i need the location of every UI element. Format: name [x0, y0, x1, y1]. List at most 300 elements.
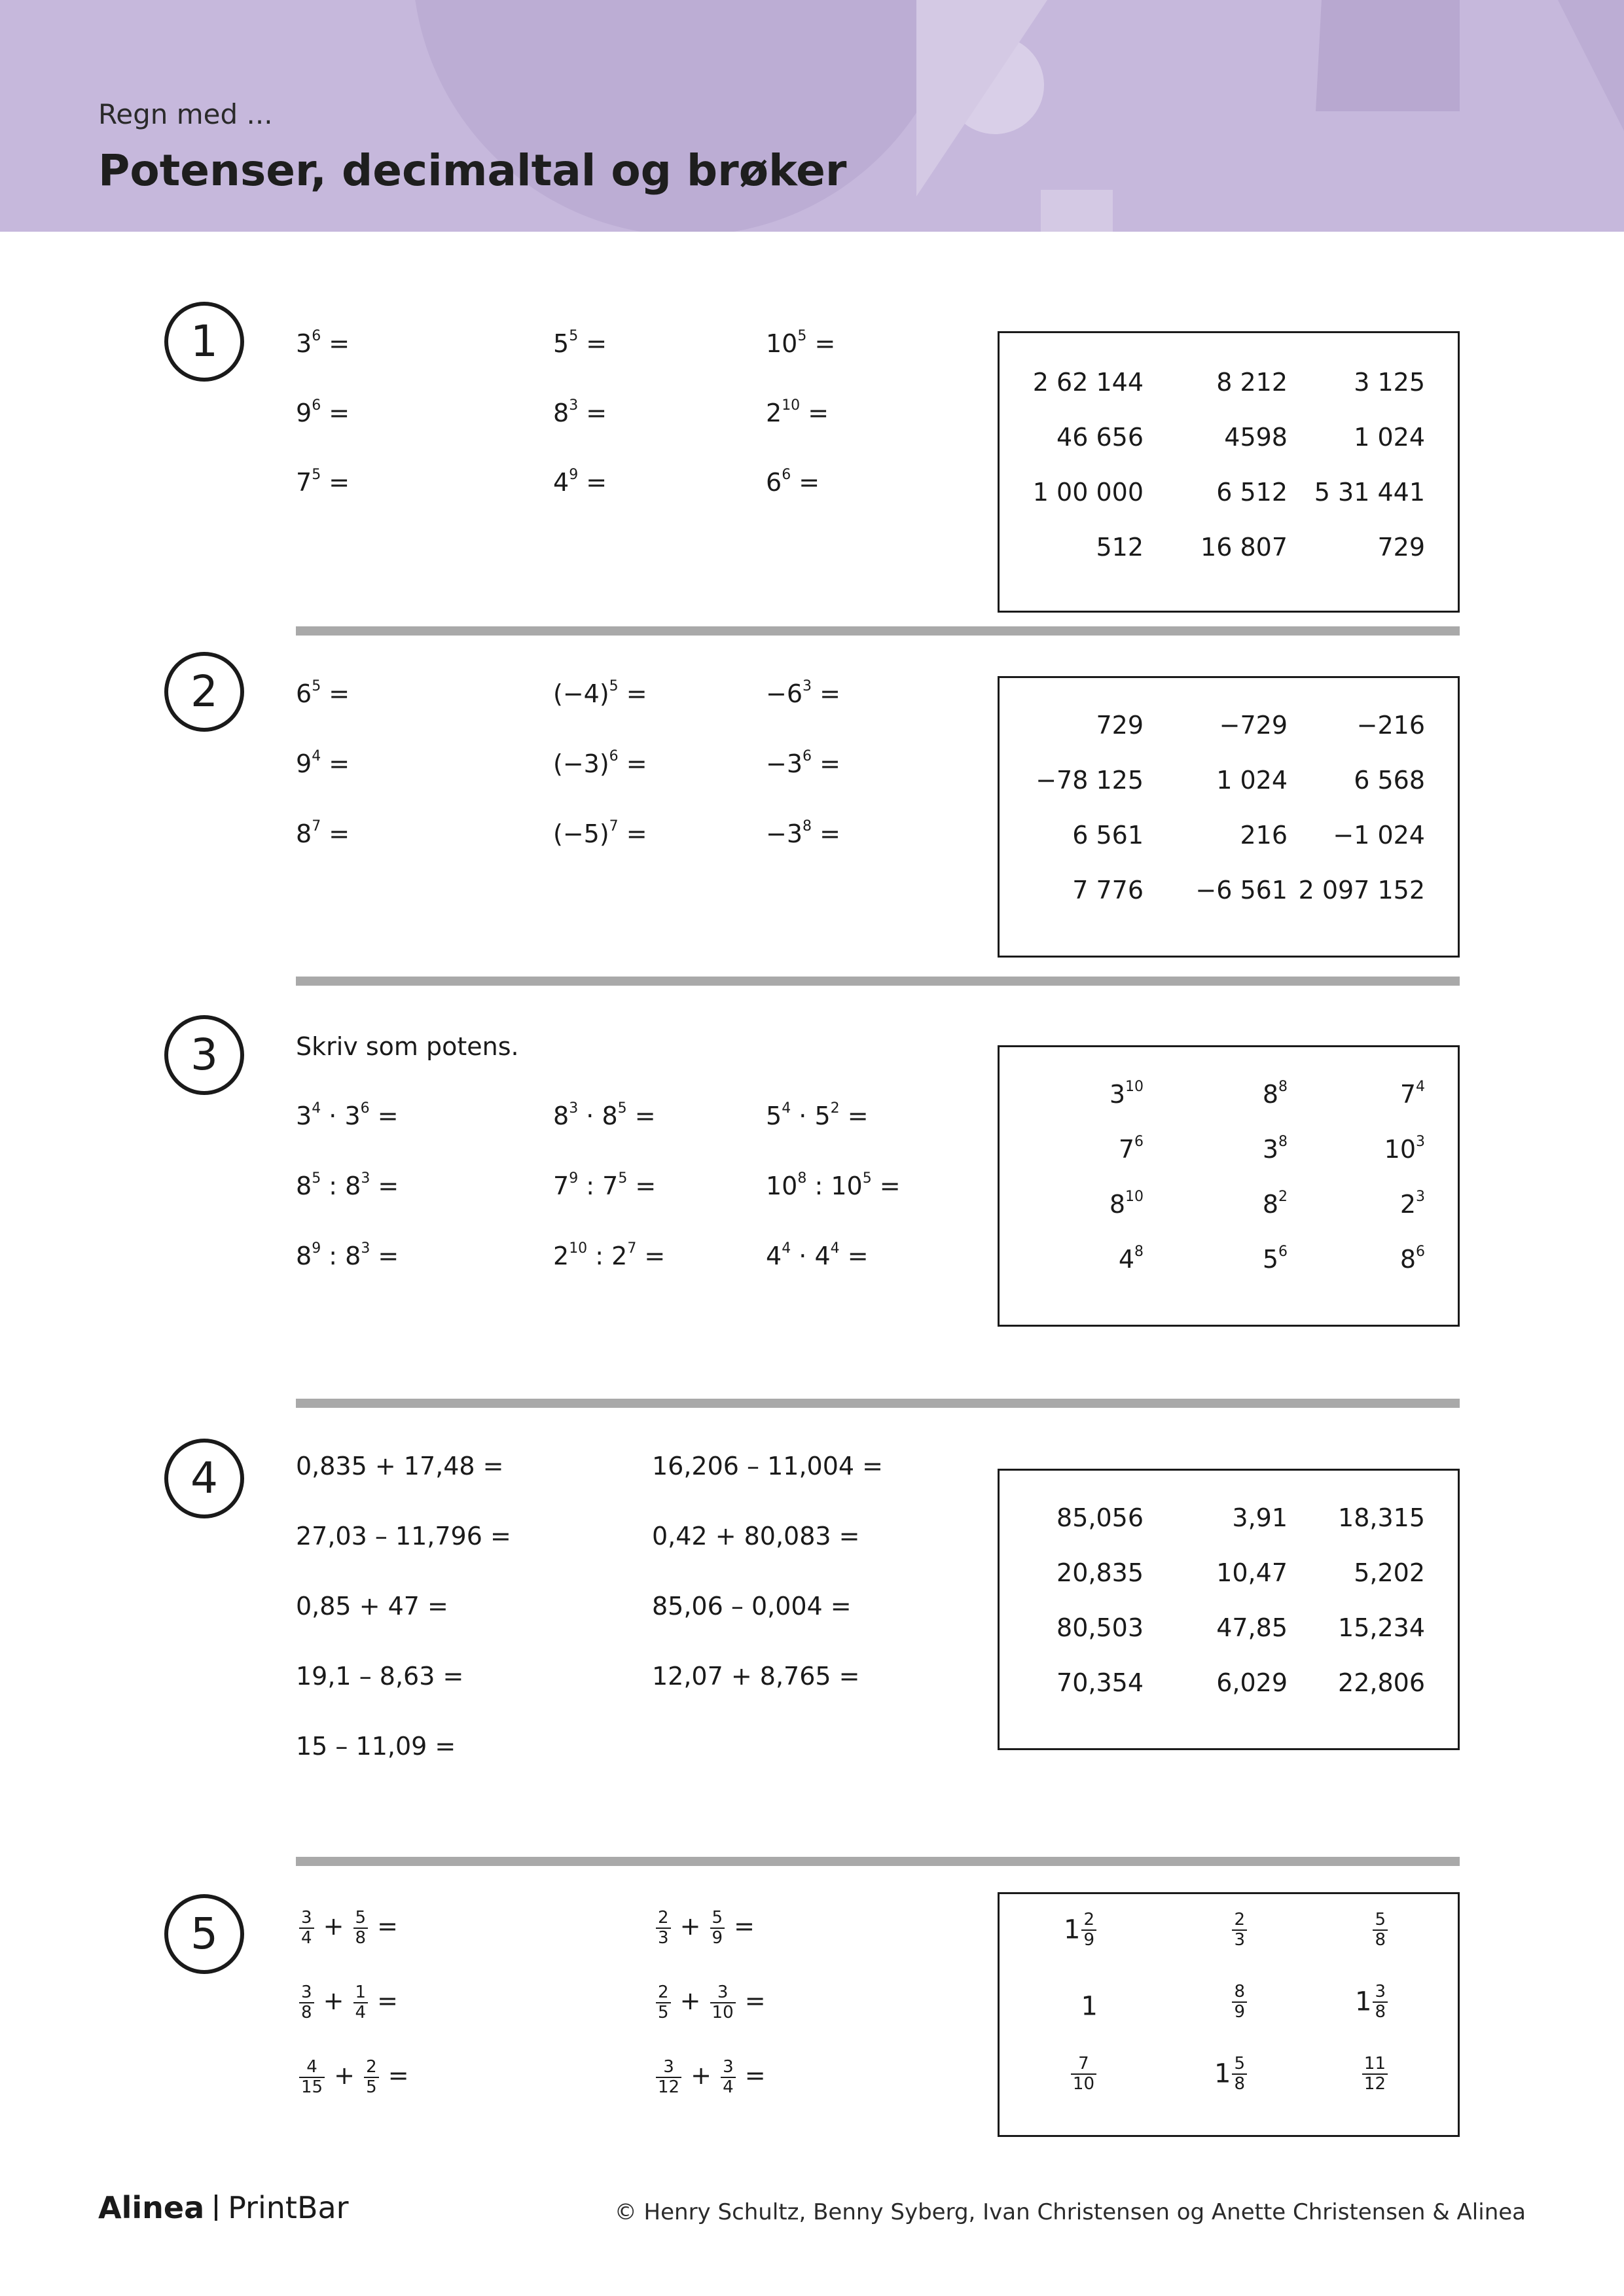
- equals: =: [321, 749, 350, 778]
- exponent: 3: [361, 1240, 370, 1257]
- equals: =: [812, 679, 840, 708]
- exponent: 6: [609, 748, 619, 765]
- problem-expression: [766, 329, 835, 358]
- exponent: 10: [569, 1240, 588, 1257]
- equals: =: [369, 1986, 399, 2016]
- numerator: 2: [656, 1983, 671, 2003]
- base: (−5): [553, 819, 609, 848]
- numerator: 5: [353, 1909, 369, 1929]
- equals: =: [736, 1986, 766, 2016]
- base: 9: [296, 749, 312, 778]
- base: 2: [553, 1242, 569, 1270]
- base: 8: [345, 1172, 361, 1200]
- fraction: [299, 1909, 314, 1947]
- exponent: 2: [1278, 1189, 1288, 1206]
- whole-number: 1: [1064, 1914, 1081, 1945]
- denominator: 5: [366, 2077, 377, 2097]
- problem-expression: 0,835 + 17,48 =: [296, 1452, 504, 1480]
- problem-expression: [553, 1242, 665, 1270]
- problem-expression: [553, 819, 647, 848]
- exponent: 10: [1125, 1189, 1144, 1206]
- numerator: 8: [1232, 1982, 1247, 2003]
- base: 5: [553, 329, 569, 358]
- denominator: 8: [1375, 2001, 1386, 2022]
- exponent: 8: [1278, 1134, 1288, 1151]
- problem-expression: 15 – 11,09 =: [296, 1732, 456, 1761]
- exponent: 10: [1125, 1079, 1144, 1096]
- answer-value: −6 561: [1195, 876, 1288, 905]
- fraction: [299, 1983, 314, 2022]
- exponent: 5: [617, 1100, 627, 1117]
- exponent: 8: [803, 818, 812, 835]
- answer-value: [1400, 1190, 1425, 1219]
- fraction: [1232, 1982, 1247, 2021]
- equals: =: [839, 1242, 869, 1270]
- answer-value: [1384, 1135, 1425, 1164]
- brand-name: Alinea: [98, 2190, 205, 2225]
- equals: =: [578, 329, 607, 358]
- exponent: 4: [312, 1100, 321, 1117]
- exponent: 8: [1134, 1244, 1144, 1261]
- answer-value: 7 776: [1072, 876, 1144, 905]
- answer-value: [1400, 1245, 1425, 1274]
- equals: =: [839, 1102, 869, 1130]
- answer-value: [1081, 1990, 1098, 2022]
- denominator: 15: [301, 2077, 323, 2097]
- numerator: 3: [299, 1909, 314, 1929]
- answer-value: [1400, 1080, 1425, 1109]
- base: (−4): [553, 679, 609, 708]
- base: 3: [344, 1102, 361, 1130]
- answer-value: 4598: [1224, 423, 1288, 452]
- fraction: [656, 2058, 681, 2096]
- plus-sign: +: [326, 2061, 363, 2090]
- answer-value: 3,91: [1232, 1503, 1288, 1532]
- equals: =: [636, 1242, 666, 1270]
- fraction: [1232, 1910, 1247, 1949]
- exponent: 4: [830, 1240, 840, 1257]
- equals: =: [380, 2061, 409, 2090]
- answer-value: 1 024: [1216, 766, 1288, 795]
- operator: ·: [321, 1102, 345, 1130]
- exponent: 9: [312, 1240, 321, 1257]
- answer-value: 10,47: [1216, 1558, 1288, 1587]
- exponent: 9: [569, 467, 579, 484]
- fraction: [656, 1983, 671, 2022]
- logo-divider: [215, 2195, 217, 2221]
- answer-value: [1263, 1135, 1288, 1164]
- exponent: 6: [360, 1100, 370, 1117]
- base: 7: [1118, 1135, 1134, 1164]
- plus-sign: +: [683, 2061, 720, 2090]
- exponent: 4: [782, 1240, 791, 1257]
- problem-expression: 0,85 + 47 =: [296, 1592, 448, 1621]
- exponent: 8: [797, 1170, 807, 1187]
- answer-value: [1119, 1135, 1144, 1164]
- exponent: 3: [1416, 1189, 1425, 1206]
- exponent: 5: [312, 678, 321, 695]
- exponent: 3: [361, 1170, 370, 1187]
- header-banner: [0, 0, 1624, 232]
- equals: =: [321, 329, 350, 358]
- fraction: [710, 1983, 736, 2022]
- equals: =: [726, 1912, 755, 1941]
- equals: =: [736, 2061, 766, 2090]
- page-title: Potenser, decimaltal og brøker: [98, 145, 847, 196]
- operator: :: [321, 1172, 346, 1200]
- numerator: 3: [1373, 1982, 1388, 2003]
- exponent: 3: [569, 1100, 579, 1117]
- denominator: 8: [301, 2002, 312, 2022]
- base: 8: [602, 1102, 618, 1130]
- exponent: 6: [1278, 1244, 1288, 1261]
- fraction: [353, 1983, 369, 2022]
- problem-expression: [296, 1242, 399, 1270]
- answer-value: [1110, 1190, 1144, 1219]
- copyright: © Henry Schultz, Benny Syberg, Ivan Christensen og Anette Christensen & Alinea: [614, 2199, 1526, 2225]
- equals: =: [578, 399, 607, 427]
- section-number-2: 2: [164, 652, 244, 732]
- exponent: 6: [1134, 1134, 1144, 1151]
- base: 8: [296, 1242, 312, 1270]
- problem-expression: [553, 1172, 656, 1200]
- problem-expression: [296, 329, 350, 358]
- equals: =: [578, 468, 607, 497]
- problem-expression: [298, 2058, 409, 2096]
- answer-value: 47,85: [1216, 1613, 1288, 1642]
- numerator: 2: [364, 2058, 379, 2078]
- answer-box-2: [998, 676, 1460, 958]
- answer-value: 5 31 441: [1314, 478, 1425, 507]
- denominator: 9: [712, 1928, 723, 1948]
- base: 8: [296, 819, 312, 848]
- base: 7: [553, 1172, 569, 1200]
- exponent: 7: [312, 818, 321, 835]
- base: 5: [814, 1102, 831, 1130]
- problem-expression: [296, 1172, 399, 1200]
- base: −3: [766, 749, 803, 778]
- answer-value: [1231, 1910, 1248, 1949]
- base: 9: [296, 399, 312, 427]
- problem-expression: [766, 399, 829, 427]
- operator: ·: [791, 1242, 815, 1270]
- answer-value: [1263, 1245, 1288, 1274]
- separator: [296, 626, 1460, 636]
- equals: =: [618, 819, 647, 848]
- denominator: 9: [1234, 2001, 1245, 2022]
- problem-expression: [655, 1909, 755, 1947]
- section-number-3: 3: [164, 1015, 244, 1095]
- answer-box-4: [998, 1469, 1460, 1750]
- instruction-text: Skriv som potens.: [296, 1032, 519, 1061]
- answer-value: 5,202: [1354, 1558, 1425, 1587]
- equals: =: [321, 468, 350, 497]
- operator: ·: [791, 1102, 815, 1130]
- numerator: 11: [1362, 2054, 1388, 2075]
- answer-box-3: [998, 1045, 1460, 1327]
- numerator: 3: [710, 1983, 736, 2003]
- base: 6: [296, 679, 312, 708]
- whole-number: 1: [1214, 2058, 1231, 2089]
- answer-value: −1 024: [1333, 821, 1425, 850]
- exponent: 2: [830, 1100, 840, 1117]
- denominator: 9: [1083, 1929, 1094, 1950]
- answer-value: −729: [1219, 711, 1288, 740]
- problem-expression: [766, 468, 820, 497]
- equals: =: [618, 679, 647, 708]
- equals: =: [369, 1102, 399, 1130]
- answer-value: 85,056: [1056, 1503, 1144, 1532]
- plus-sign: +: [315, 1986, 352, 2016]
- base: 4: [1118, 1245, 1134, 1274]
- base: −6: [766, 679, 803, 708]
- base: 7: [602, 1172, 619, 1200]
- numerator: 5: [1373, 1910, 1388, 1931]
- page-subtitle: Regn med ...: [98, 98, 273, 130]
- answer-value: [1371, 1910, 1389, 1949]
- base: 8: [553, 1102, 569, 1130]
- numerator: 3: [721, 2058, 736, 2078]
- equals: =: [321, 819, 350, 848]
- exponent: 8: [1278, 1079, 1288, 1096]
- numerator: 5: [710, 1909, 725, 1929]
- exponent: 3: [1416, 1134, 1425, 1151]
- answer-value: 18,315: [1338, 1503, 1425, 1532]
- base: 8: [345, 1242, 361, 1270]
- fraction: [656, 1909, 671, 1947]
- problem-expression: [766, 679, 840, 708]
- answer-value: [1070, 2054, 1098, 2093]
- denominator: 8: [1375, 1929, 1386, 1950]
- denominator: 12: [1363, 2073, 1386, 2094]
- numerator: 2: [1232, 1910, 1247, 1931]
- operator: :: [578, 1172, 603, 1200]
- base: 10: [766, 1172, 798, 1200]
- exponent: 7: [627, 1240, 637, 1257]
- exponent: 5: [618, 1170, 628, 1187]
- equals: =: [369, 1912, 399, 1941]
- base: 10: [1384, 1135, 1416, 1164]
- problem-expression: [553, 1102, 656, 1130]
- equals: =: [321, 399, 350, 427]
- fraction: [710, 1909, 725, 1947]
- problem-expression: [766, 1102, 869, 1130]
- numerator: 5: [1232, 2054, 1247, 2075]
- problem-expression: [296, 819, 350, 848]
- equals: =: [800, 399, 829, 427]
- problem-expression: 85,06 – 0,004 =: [652, 1592, 852, 1621]
- answer-value: 6 561: [1072, 821, 1144, 850]
- answer-value: [1064, 1910, 1098, 1949]
- exponent: 6: [312, 397, 321, 414]
- exponent: 7: [609, 818, 619, 835]
- base: 4: [766, 1242, 782, 1270]
- base: 5: [1262, 1245, 1278, 1274]
- problem-expression: [553, 399, 607, 427]
- exponent: 5: [569, 328, 579, 345]
- base: 8: [553, 399, 569, 427]
- denominator: 5: [658, 2002, 669, 2022]
- exponent: 4: [782, 1100, 791, 1117]
- equals: =: [370, 1172, 399, 1200]
- operator: :: [321, 1242, 346, 1270]
- answer-box-5: [998, 1892, 1460, 2137]
- problem-expression: 16,206 – 11,004 =: [652, 1452, 884, 1480]
- base: 8: [1262, 1080, 1278, 1109]
- separator: [296, 1399, 1460, 1408]
- problem-expression: [298, 1909, 398, 1947]
- fraction: [1081, 1910, 1096, 1949]
- base: 2: [1399, 1190, 1416, 1219]
- equals: =: [627, 1172, 657, 1200]
- base: 3: [296, 1102, 312, 1130]
- base: 8: [1399, 1245, 1416, 1274]
- separator: [296, 1857, 1460, 1866]
- exponent: 6: [803, 748, 812, 765]
- base: 4: [814, 1242, 831, 1270]
- equals: =: [812, 749, 840, 778]
- numerator: 3: [656, 2058, 681, 2078]
- fraction: [1232, 2054, 1247, 2093]
- exponent: 5: [609, 678, 619, 695]
- answer-value: 22,806: [1338, 1668, 1425, 1697]
- numerator: 4: [299, 2058, 325, 2078]
- problem-expression: [553, 749, 647, 778]
- fraction: [1362, 2054, 1388, 2093]
- denominator: 8: [1234, 2073, 1245, 2094]
- denominator: 10: [712, 2002, 734, 2022]
- answer-value: 1 024: [1354, 423, 1425, 452]
- answer-value: 729: [1096, 711, 1144, 740]
- answer-value: 512: [1096, 533, 1144, 562]
- fraction: [364, 2058, 379, 2096]
- answer-value: 216: [1240, 821, 1288, 850]
- problem-expression: [553, 329, 607, 358]
- problem-expression: [553, 468, 607, 497]
- numerator: 2: [656, 1909, 671, 1929]
- base: 8: [1262, 1190, 1278, 1219]
- base: 2: [611, 1242, 628, 1270]
- exponent: 5: [862, 1170, 872, 1187]
- equals: =: [871, 1172, 901, 1200]
- base: 4: [553, 468, 569, 497]
- base: 3: [1262, 1135, 1278, 1164]
- equals: =: [618, 749, 647, 778]
- exponent: 10: [782, 397, 801, 414]
- denominator: 10: [1072, 2073, 1094, 2094]
- denominator: 12: [658, 2077, 680, 2097]
- exponent: 5: [797, 328, 807, 345]
- exponent: 5: [312, 467, 321, 484]
- denominator: 3: [1234, 1929, 1245, 1950]
- answer-value: 8 212: [1216, 368, 1288, 397]
- answer-value: 15,234: [1338, 1613, 1425, 1642]
- answer-value: [1231, 1982, 1248, 2021]
- base: 8: [296, 1172, 312, 1200]
- problem-expression: [296, 468, 350, 497]
- problem-expression: 0,42 + 80,083 =: [652, 1522, 860, 1551]
- numerator: 2: [1081, 1910, 1096, 1931]
- answer-value: −216: [1356, 711, 1425, 740]
- answer-value: [1355, 1982, 1389, 2021]
- answer-value: 20,835: [1056, 1558, 1144, 1587]
- problem-expression: [296, 749, 350, 778]
- answer-value: [1263, 1080, 1288, 1109]
- answer-value: [1361, 2054, 1389, 2093]
- answer-value: 80,503: [1056, 1613, 1144, 1642]
- base: 6: [766, 468, 782, 497]
- operator: :: [587, 1242, 612, 1270]
- exponent: 9: [569, 1170, 579, 1187]
- equals: =: [812, 819, 840, 848]
- answer-value: [1119, 1245, 1144, 1274]
- answer-value: 6 568: [1354, 766, 1425, 795]
- answer-value: 6,029: [1216, 1668, 1288, 1697]
- problem-expression: [655, 2058, 766, 2096]
- fraction: [353, 1909, 369, 1947]
- problem-expression: [766, 1172, 901, 1200]
- exponent: 6: [1416, 1244, 1425, 1261]
- denominator: 3: [658, 1928, 669, 1948]
- numerator: 7: [1071, 2054, 1096, 2075]
- base: −3: [766, 819, 803, 848]
- problem-expression: [296, 1102, 399, 1130]
- problem-expression: [655, 1983, 766, 2022]
- plus-sign: +: [672, 1912, 709, 1941]
- problem-expression: [766, 1242, 869, 1270]
- answer-value: 729: [1377, 533, 1425, 562]
- problem-expression: [296, 399, 350, 427]
- product-name: PrintBar: [228, 2190, 349, 2225]
- problem-expression: [766, 749, 840, 778]
- answer-value: [1263, 1190, 1288, 1219]
- problem-expression: [296, 679, 350, 708]
- operator: :: [806, 1172, 831, 1200]
- separator: [296, 977, 1460, 986]
- section-number-1: 1: [164, 302, 244, 382]
- exponent: 3: [569, 397, 579, 414]
- exponent: 4: [312, 748, 321, 765]
- base: 10: [766, 329, 798, 358]
- exponent: 4: [1416, 1079, 1425, 1096]
- equals: =: [370, 1242, 399, 1270]
- equals: =: [321, 679, 350, 708]
- base: (−3): [553, 749, 609, 778]
- fraction: [1373, 1982, 1388, 2021]
- whole-number: 1: [1081, 1991, 1098, 2022]
- footer-logo: [98, 2190, 349, 2225]
- answer-value: 16 807: [1200, 533, 1288, 562]
- answer-value: 46 656: [1056, 423, 1144, 452]
- numerator: 3: [299, 1983, 314, 2003]
- answer-value: 6 512: [1216, 478, 1288, 507]
- problem-expression: [766, 819, 840, 848]
- answer-value: −78 125: [1036, 766, 1144, 795]
- problem-expression: 27,03 – 11,796 =: [296, 1522, 511, 1551]
- answer-value: [1214, 2054, 1248, 2093]
- equals: =: [806, 329, 836, 358]
- base: 2: [766, 399, 782, 427]
- problem-expression: 19,1 – 8,63 =: [296, 1662, 464, 1691]
- answer-value: 2 62 144: [1032, 368, 1144, 397]
- base: 3: [1109, 1080, 1125, 1109]
- answer-box-1: [998, 331, 1460, 613]
- base: 7: [1399, 1080, 1416, 1109]
- base: 10: [831, 1172, 863, 1200]
- fraction: [1373, 1910, 1388, 1949]
- plus-sign: +: [672, 1986, 709, 2016]
- answer-value: [1110, 1080, 1144, 1109]
